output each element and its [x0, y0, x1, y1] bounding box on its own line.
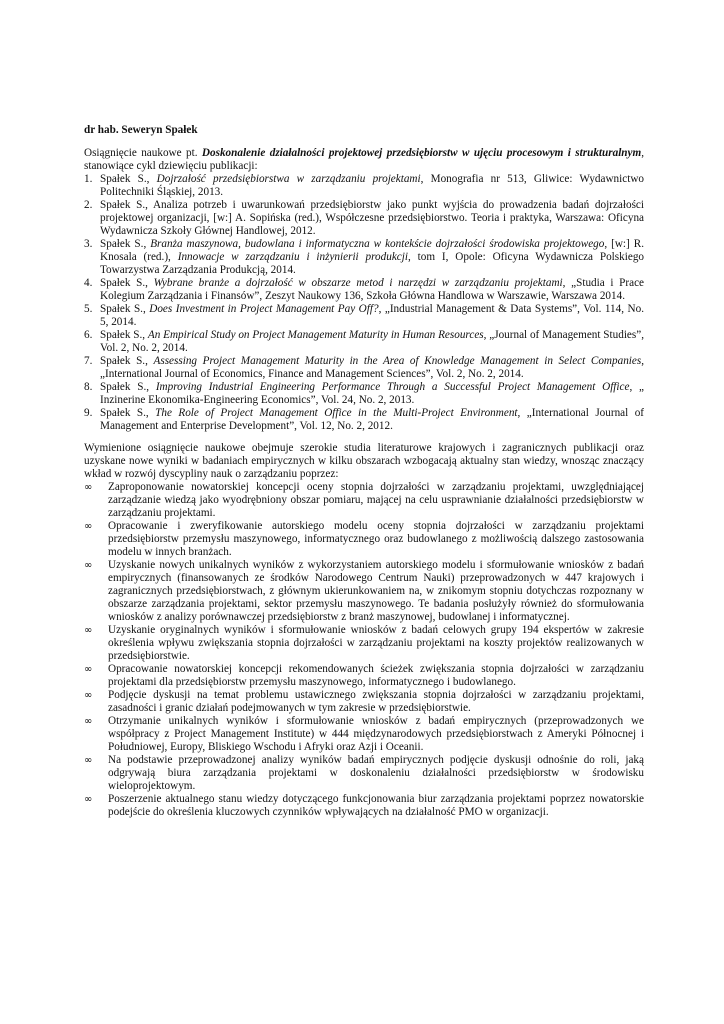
publication-title: The Role of Project Management Office in the Multi-Project Environment — [155, 407, 518, 419]
infinity-bullet-icon: ∞ — [84, 625, 93, 636]
publication-item — [84, 381, 644, 407]
list-item-text: Uzyskanie nowych unikalnych wyników z wykorzystaniem autorskiego modelu i sformułowanie wniosków z badań empirycznych (finansowanych ze środków Narodowego Centrum Nauki) przeprowadzonych w 447 krajowych i zagranicznych przedsiębiorstwach, z głównym ukierunkowaniem na, w znikomym stopniu dotychczas rozpoznany w obszarze zarządzania projektami, sektor przemysłu maszynowego. Te badania posłużyły również do sformułowania wniosków z analizy porównawczej przedsiębiorstw z branż maszynowej, budowlanej i informatycznej. — [108, 559, 644, 623]
list-item — [84, 559, 644, 624]
infinity-bullet-icon: ∞ — [84, 716, 93, 727]
intro-tail: , stanowiące cykl dziewięciu publikacji: — [84, 147, 644, 172]
publication-item — [84, 173, 644, 199]
publication-item — [84, 238, 644, 277]
publication-author: Spałek S., — [100, 173, 157, 185]
publication-details: , „ Inzinerine Ekonomika-Engineering Economics”, Vol. 24, No. 2, 2013. — [100, 381, 644, 406]
publication-title: Does Investment in Project Management Pay Off? — [149, 303, 379, 315]
list-item-text: Zaproponowanie nowatorskiej koncepcji oceny stopnia dojrzałości w zarządzaniu projektami, uwzględniającej zarządzanie wiedzą jako wyodrębniony obszar pomiaru, mającej na celu usprawnianie działalności przedsiębiorstw w zarządzaniu projektami. — [108, 481, 644, 519]
publication-item — [84, 199, 644, 238]
publication-number: 6. — [84, 329, 93, 341]
publication-details: , Monografia nr 513, Gliwice: Wydawnictwo Politechniki Śląskiej, 2013. — [100, 173, 645, 198]
publication-title: Branża maszynowa, budowlana i informatyczna w kontekście dojrzałości środowiska projektowego — [150, 238, 605, 250]
list-item-text: Uzyskanie oryginalnych wyników i sformułowanie wniosków z badań celowych grupy 194 ekspertów w zakresie określenia wpływu zwiększania stopnia dojrzałości w zarządzaniu projektami na koszty projektów realizowanych w przedsiębiorstwie. — [108, 624, 644, 662]
publication-author: Spałek S., — [100, 381, 156, 393]
infinity-bullet-icon: ∞ — [84, 690, 93, 701]
publication-author: Spałek S., — [100, 277, 154, 289]
publication-author: Spałek S., — [100, 238, 151, 250]
publication-title: Wybrane branże a dojrzałość w obszarze metod i narzędzi w zarządzaniu projektami — [153, 277, 563, 289]
publication-list — [84, 173, 644, 433]
publication-details: , „International Journal of Management and Enterprise Development”, Vol. 12, No. 2, 2012. — [100, 407, 645, 432]
publication-details: , tom I, Opole: Oficyna Wydawnicza Polskiego Towarzystwa Zarządzania Produkcją, 2014. — [100, 251, 645, 276]
publication-author: Spałek S., Analiza potrzeb i uwarunkowań przedsiębiorstw jako punkt wyjścia do prowadzenia badań dojrzałości projektowej organizacji, [w:] A. Sopińska (red.), Współczesne przedsiębiorstwo. Teoria i praktyka, Warszawa: Oficyna Wydawnicza Szkoły Głównej Handlowej, 2012. — [100, 199, 644, 237]
list-item — [84, 624, 644, 663]
list-item — [84, 663, 644, 689]
publication-item — [84, 407, 644, 433]
list-item — [84, 481, 644, 520]
publication-details: , „Studia i Prace Kolegium Zarządzania i Finansów”, Zeszyt Naukowy 136, Szkoła Główna Handlowa w Warszawie, Warszawa 2014. — [100, 277, 645, 302]
publication-item — [84, 303, 644, 329]
publication-item — [84, 329, 644, 355]
list-item-text: Opracowanie i zweryfikowanie autorskiego modelu oceny stopnia dojrzałości w zarządzaniu projektami przedsiębiorstw przemysłu maszynowego, informatycznego oraz budowlanego z możliwością dalszego zastosowania modelu w innych branżach. — [108, 520, 644, 558]
summary-paragraph: Wymienione osiągnięcie naukowe obejmuje szerokie studia literaturowe krajowych i zagranicznych publikacji oraz uzyskane nowe wyniki w badaniach empirycznych w kilku obszarach wzbogacają aktualny stan wiedzy, wnosząc znaczący wkład w rozwój dyscypliny nauk o zarządzaniu poprzez: — [84, 442, 644, 480]
document-page — [84, 124, 644, 819]
author-name: dr hab. Seweryn Spałek — [84, 124, 198, 136]
publication-title: Improving Industrial Engineering Performance Through a Successful Project Management Office — [155, 381, 630, 393]
list-item — [84, 793, 644, 819]
list-item — [84, 520, 644, 559]
publication-item — [84, 355, 644, 381]
publication-details: , [w:] R. Knosala (red.), — [100, 238, 645, 263]
list-item-text: Na podstawie przeprowadzonej analizy wyników badań empirycznych podjęcie dyskusji odnośnie do roli, jaką odgrywają biura zarządzania projektami w doskonaleniu działalności przedsiębiorstw w środowisku wieloprojektowym. — [108, 754, 644, 792]
publication-details: , „International Journal of Economics, Finance and Management Sciences”, Vol. 2, No. 2, 2014. — [100, 355, 645, 380]
infinity-bullet-icon: ∞ — [84, 560, 93, 571]
list-item-text: Opracowanie nowatorskiej koncepcji rekomendowanych ścieżek zwiększania stopnia dojrzałości w zarządzaniu projektami dla przedsiębiorstw przemysłu maszynowego, informatycznego i budowlanego. — [108, 663, 644, 688]
list-item-text: Otrzymanie unikalnych wyników i sformułowanie wniosków z badań empirycznych (przeprowadzonych we współpracy z Project Management Institute) w 444 międzynarodowych przedsiębiorstwach z Ameryki Północnej i Południowej, Europy, Bliskiego Wschodu i Afryki oraz Azji i Oceanii. — [108, 715, 644, 753]
achievement-title: Doskonalenie działalności projektowej przedsiębiorstw w ujęciu procesowym i strukturalnym — [201, 147, 642, 159]
publication-number: 7. — [84, 355, 93, 367]
infinity-bullet-icon: ∞ — [84, 794, 93, 805]
infinity-bullet-icon: ∞ — [84, 482, 93, 493]
publication-author: Spałek S., — [100, 329, 148, 341]
publication-book-title: Innowacje w zarządzaniu i inżynierii produkcji — [177, 251, 408, 263]
publication-author: Spałek S., — [100, 407, 156, 419]
publication-number: 2. — [84, 199, 93, 211]
intro-lead: Osiągnięcie naukowe pt. — [84, 147, 202, 159]
publication-author: Spałek S., — [100, 303, 150, 315]
publication-author: Spałek S., — [100, 355, 154, 367]
infinity-bullet-icon: ∞ — [84, 664, 93, 675]
publication-number: 1. — [84, 173, 93, 185]
contribution-list — [84, 481, 644, 819]
list-item — [84, 754, 644, 793]
publication-number: 5. — [84, 303, 93, 315]
publication-title: Dojrzałość przedsiębiorstwa w zarządzaniu projektami — [156, 173, 421, 185]
publication-number: 9. — [84, 407, 93, 419]
intro-paragraph — [84, 147, 644, 173]
publication-title: Assessing Project Management Maturity in the Area of Knowledge Management in Select Companies — [153, 355, 642, 367]
publication-number: 4. — [84, 277, 93, 289]
list-item-text: Podjęcie dyskusji na temat problemu ustawicznego zwiększania stopnia dojrzałości w zarządzaniu projektami, zasadności i granic działań podejmowanych w tym zakresie w przedsiębiorstwie. — [108, 689, 644, 714]
publication-title: An Empirical Study on Project Management Maturity in Human Resources — [147, 329, 484, 341]
list-item-text: Poszerzenie aktualnego stanu wiedzy dotyczącego funkcjonowania biur zarządzania projektami poprzez nowatorskie podejście do określenia kluczowych czynników wpływających na działalność PMO w organizacji. — [108, 793, 644, 818]
list-item — [84, 689, 644, 715]
publication-details: , „Industrial Management & Data Systems”, Vol. 114, No. 5, 2014. — [100, 303, 644, 328]
publication-details: , „Journal of Management Studies”, Vol. 2, No. 2, 2014. — [100, 329, 645, 354]
infinity-bullet-icon: ∞ — [84, 521, 93, 532]
publication-number: 3. — [84, 238, 93, 250]
infinity-bullet-icon: ∞ — [84, 755, 93, 766]
publication-item — [84, 277, 644, 303]
list-item — [84, 715, 644, 754]
publication-number: 8. — [84, 381, 93, 393]
